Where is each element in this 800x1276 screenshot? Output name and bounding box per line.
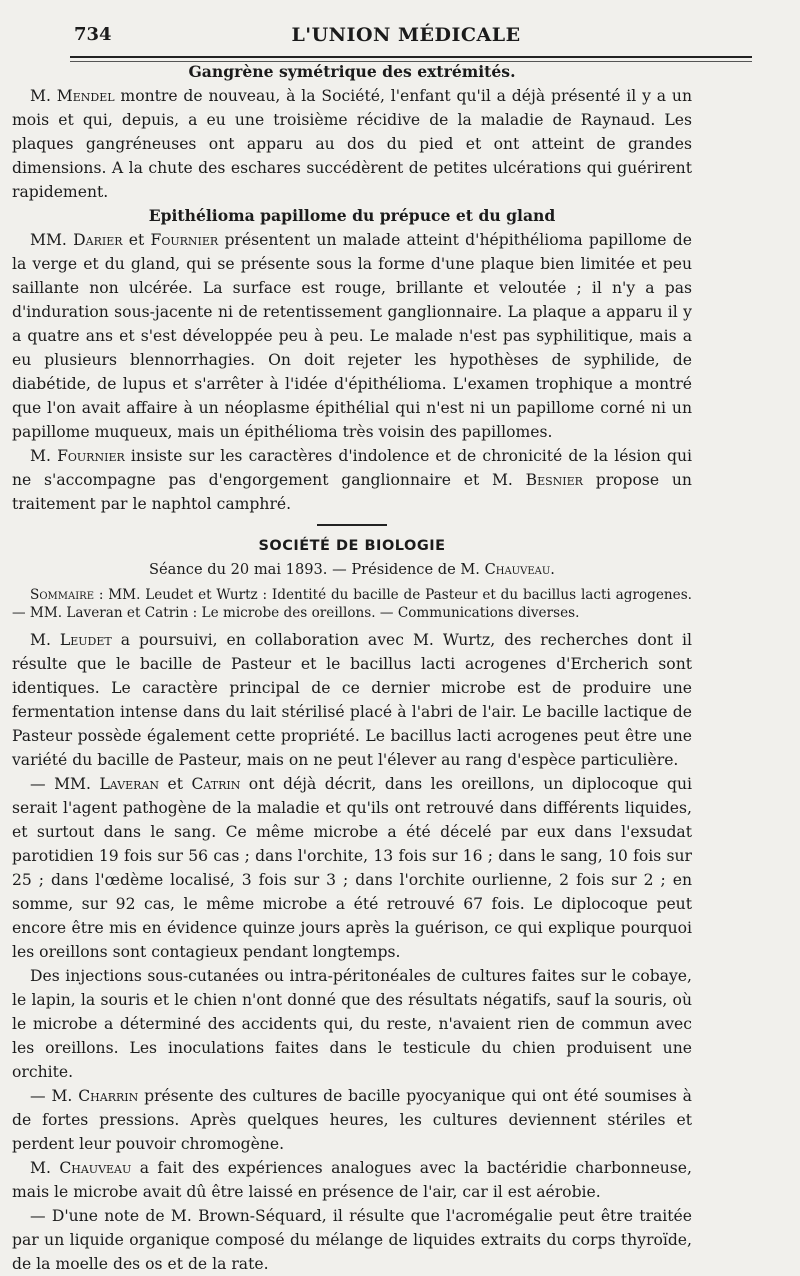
paragraph-darier-fournier-text: présentent un malade atteint d'hépithélioma papillome de la verge et du gland, qui se présente sous la forme d'une plaque bien limitée et peu saillante non ulcérée. La surface est rouge, brillante et veloutée ; il n'y a pas d'induration sous-jacente ni de retentissement ganglionnaire. La plaque a apparu il y a quatre ans et s'est développée peu à peu. Le malade n'est pas syphilitique, mais a eu plusieurs blennorrhagies. On doit rejeter les hypothèses de syphilide, de diabétide, de lupus et s'arrêter à l'idée d'épithélioma. L'examen trophique a montré que l'on avait affaire à un néoplasme épithélial qui n'est ni un papillome corné ni un papillome muqueux, mais un épithélioma très voisin des papillomes. [12, 231, 692, 441]
paragraph-chauveau [12, 1156, 692, 1204]
text-fragment: et [159, 775, 192, 793]
paragraph-chauveau-text: a fait des expériences analogues avec la bactéridie charbonneuse, mais le microbe avait dû être laissé en présence de l'air, car il est aérobie. [12, 1159, 692, 1201]
section-divider [317, 524, 387, 526]
paragraph-leudet-text: a poursuivi, en collaboration avec M. Wurtz, des recherches dont il résulte que le bacille de Pasteur et le bacillus lacti acrogenes d'Ercherich sont identiques. Le caractère principal de ce dernier microbe est de produire une fermentation intense dans du lait stérilisé placé à l'abri de l'air. Le bacille lactique de Pasteur possède également cette propriété. Le bacillus lacti acrogenes peut être une variété du bacille de Pasteur, mais on ne peut l'élever au rang d'espèce particulière. [12, 631, 692, 769]
paragraph-darier-fournier [12, 228, 692, 444]
paragraph-injections: Des injections sous-cutanées ou intra-péritonéales de cultures faites sur le cobaye, le lapin, la souris et le chien n'ont donné que des résultats négatifs, sauf la souris, où le microbe a déterminé des accidents qui, du reste, n'avaient rien de commun avec les oreillons. Les inoculations faites dans le testicule du chien produisent une orchite. [12, 967, 692, 1081]
author-catrin: Catrin [191, 775, 241, 793]
text-fragment: . [550, 561, 555, 578]
page-number: 734 [74, 24, 112, 45]
journal-title: L'UNION MÉDICALE [291, 24, 521, 46]
author-chauveau: Chauveau [59, 1159, 132, 1177]
session-summary [12, 586, 692, 622]
running-head [60, 22, 752, 56]
paragraph-charrin [12, 1084, 692, 1156]
paragraph-gangrene [12, 84, 692, 204]
president-chauveau: Chauveau [484, 561, 551, 578]
text-fragment: M. [30, 447, 58, 465]
author-laveran: Laveran [99, 775, 160, 793]
section-heading-epithelioma: Epithélioma papillome du prépuce et du gland [148, 206, 556, 225]
paragraph-gangrene-text: montre de nouveau, à la Société, l'enfant qu'il a déjà présenté il y a un mois et qui, depuis, a eu une troisième récidive de la maladie de Raynaud. Les plaques gangréneuses ont apparu au dos du pied et ont atteint de grandes dimensions. A la chute des eschares succédèrent de petites ulcérations qui guérirent rapidement. [12, 87, 693, 201]
paragraph-brown-sequard: — D'une note de M. Brown-Séquard, il résulte que l'acromégalie peut être traitée par un liquide organique composé du mélange de liquides extraits du corps thyroïde, de la moelle des os et de la rate. [12, 1207, 692, 1273]
paragraph-fournier-text: insiste sur les caractères d'indolence et de chronicité de la lésion qui ne s'accompagne pas d'engorgement ganglionnaire et M. [12, 447, 693, 489]
author-darier: Darier [73, 231, 123, 249]
session-text: Séance du 20 mai 1893. — Présidence de M. [149, 561, 485, 578]
author-mendel: M. Mendel [30, 87, 115, 105]
text-fragment: MM. [30, 231, 74, 249]
header-rule [70, 56, 752, 58]
author-charrin: Charrin [78, 1087, 139, 1105]
paragraph-laveran-text: ont déjà décrit, dans les oreillons, un diplocoque qui serait l'agent pathogène de la maladie et qu'ils ont retrouvé dans différents liquides, et surtout dans le sang. Ce même microbe a été décelé par eux dans l'exsudat parotidien 19 fois sur 56 cas ; dans l'orchite, 13 fois sur 16 ; dans le sang, 10 fois sur 25 ; dans l'œdème localisé, 3 fois sur 3 ; dans l'orchite ourlienne, 2 fois sur 2 ; en somme, sur 92 cas, le même microbe a été retrouvé 67 fois. Le diplocoque peut encore être mis en évidence quinze jours après la guérison, ce qui explique pourquoi les oreillons sont contagieux pendant longtemps. [12, 775, 692, 961]
paragraph-fournier-text-end: propose un traitement par le naphtol camphré. [12, 471, 692, 513]
text-fragment: M. [30, 631, 60, 649]
author-fournier: Fournier [150, 231, 219, 249]
summary-text: : MM. Leudet et Wurtz : Identité du bacille de Pasteur et du bacillus lacti agrogenes. — MM. Laveran et Catrin : Le microbe des oreillons. — Communications diverses. [12, 587, 692, 621]
session-line [12, 558, 692, 582]
author-besnier: Besnier [525, 471, 583, 489]
author-leudet: Leudet [59, 631, 112, 649]
paragraph-fournier [12, 444, 692, 516]
author-fournier: Fournier [57, 447, 125, 465]
text-fragment: — MM. [30, 775, 100, 793]
paragraph-leudet [12, 628, 692, 772]
paragraph-charrin-text: présente des cultures de bacille pyocyanique qui ont été soumises à de fortes pressions. Après quelques heures, les cultures deviennent stériles et perdent leur pouvoir chromogène. [12, 1087, 692, 1153]
text-fragment: M. [30, 1159, 60, 1177]
text-fragment: — M. [30, 1087, 79, 1105]
paragraph-laveran-catrin [12, 772, 692, 964]
page-content [12, 60, 692, 1276]
summary-label: Sommaire [30, 587, 94, 603]
society-title: SOCIÉTÉ DE BIOLOGIE [258, 538, 446, 554]
journal-page [60, 22, 752, 56]
text-fragment: et [122, 231, 151, 249]
section-heading-gangrene: Gangrène symétrique des extrémités. [188, 62, 516, 81]
